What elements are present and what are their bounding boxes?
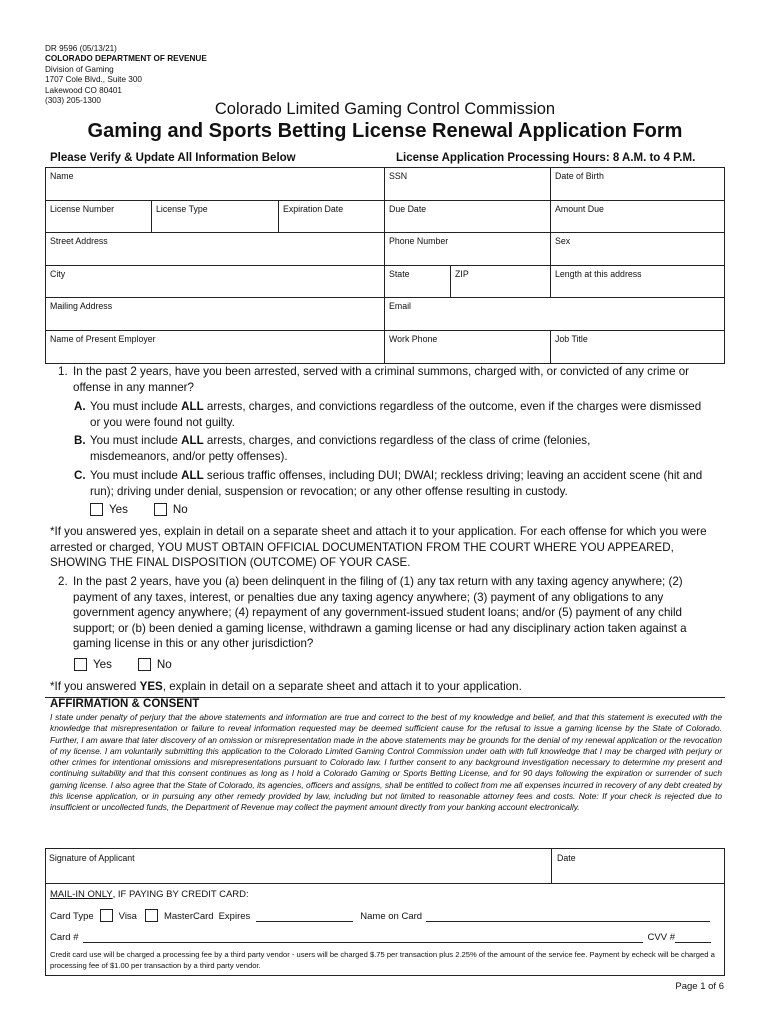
dob-label: Date of Birth — [555, 171, 604, 181]
employer-label: Name of Present Employer — [50, 333, 156, 344]
q1-c-post: serious traffic offenses, including DUI; DWAI; reckless driving; leaving an accident scene (hit and run); driving under denial, suspension or revocation; or any other offense resulting in custody. — [90, 469, 703, 498]
q1-a-text — [90, 399, 710, 430]
agency-header — [45, 44, 207, 106]
card-type-line — [50, 909, 722, 922]
q1-text: In the past 2 years, have you been arrested, served with a criminal summons, charged with, or convicted of any crime or offense in any manner? — [73, 365, 690, 394]
grid-row-employer — [46, 331, 724, 364]
signature-date-label: Date — [557, 853, 576, 863]
address-line-2: Lakewood CO 80401 — [45, 85, 122, 95]
city-label: City — [50, 268, 66, 279]
zip-label: ZIP — [455, 268, 469, 279]
affirmation-text: I state under penalty of perjury that the above statements and information are true and correct to the best of my knowledge and belief, and that this statement is executed with the knowledge that misrepresentation or failure to reveal information requested may be deemed sufficient cause for the refusal to issue a gaming license by the State of Colorado. Further, I am aware that later discovery of an omission or misrepresentation made in the above statements may be grounds for the denial of my renewal application or the revocation of my license. I am voluntarily submitting this application to the Colorado Limited Gaming Control Commission under oath with full knowledge that I may be charged with perjury or other crimes for intentional omissions and misrepresentations pursuant to Colorado law. I further consent to any background investigation necessary to determine my present and continuing suitability and that this consent continues as long as I hold a Colorado Gaming or Sports Betting License, and for 90 days following the expiration or surrender of such gaming license. I also agree that the State of Colorado, its agencies, officers and assigns, shall be entitled to collect from me all expenses incurred in recovery of any debt created by this license application, or in pursuing any other remedy provided by law, including but not limited to reasonable attorney fees and costs. Note: If your check is rejected due to insufficient or uncollected funds, the Department of Revenue may collect the payment amount directly from your banking account electronically. — [50, 712, 722, 813]
ssn-label: SSN — [389, 171, 408, 181]
signature-date-field[interactable] — [551, 849, 581, 883]
q1-yes-checkbox[interactable] — [90, 503, 103, 516]
expires-input[interactable] — [256, 912, 353, 922]
q1-c-prefix: C. — [74, 469, 86, 482]
q2-number: 2. — [58, 575, 68, 588]
credit-card-fee-note: Credit card use will be charged a processing fee by a third party vendor - users will be charged $.75 per transaction plus 2.25% of the amount of the service fee. Payment by echeck will be charged a processing fee of $1.00 per transaction by a third party vendor. — [50, 950, 715, 971]
card-number-label: Card # — [50, 932, 79, 943]
grid-row-street — [46, 233, 724, 266]
form-title: Gaming and Sports Betting License Renewal Application Form — [87, 120, 683, 142]
q1-a-pre: You must include — [90, 400, 178, 413]
hours-heading: License Application Processing Hours: 8 A.M. to 4 P.M. — [396, 152, 696, 164]
agency-phone: (303) 205-1300 — [45, 96, 101, 106]
mastercard-checkbox[interactable] — [145, 909, 158, 922]
sex-field[interactable] — [550, 233, 724, 265]
q1-yes-label: Yes — [109, 503, 128, 516]
q2-answer-options — [74, 658, 198, 671]
phone-number-label: Phone Number — [389, 236, 449, 247]
department-name: COLORADO DEPARTMENT OF REVENUE — [45, 54, 207, 64]
amount-due-field[interactable] — [550, 201, 724, 233]
grid-row-name — [46, 168, 724, 201]
mail-in-heading — [50, 889, 249, 900]
card-number-line — [50, 932, 722, 943]
verify-heading: Please Verify & Update All Information Below — [50, 152, 296, 164]
expiration-date-field[interactable] — [278, 201, 384, 233]
q1-c-pre: You must include — [90, 469, 178, 482]
form-number: DR 9596 (05/13/21) — [45, 44, 117, 53]
division-name: Division of Gaming — [45, 64, 114, 74]
mail-in-rest: , IF PAYING BY CREDIT CARD: — [112, 889, 249, 900]
license-number-label: License Number — [50, 203, 115, 214]
work-phone-label: Work Phone — [389, 333, 438, 344]
q1-b-pre: You must include — [90, 434, 178, 447]
q1-b-prefix: B. — [74, 434, 86, 447]
ssn-field[interactable] — [384, 168, 550, 200]
q1-a-prefix: A. — [74, 400, 86, 413]
cvv-input[interactable] — [675, 933, 711, 943]
length-at-address-label: Length at this address — [555, 268, 642, 279]
q1-a-bold: ALL — [181, 400, 204, 413]
q2-note-pre: *If you answered — [50, 680, 137, 693]
q1-c-bold: ALL — [181, 469, 204, 482]
expiration-date-label: Expiration Date — [283, 203, 344, 214]
q1-note: *If you answered yes, explain in detail on a separate sheet and attach it to your application. For each offense for which you were arrested or charged, YOU MUST OBTAIN OFFICIAL DOCUMENTATION FROM THE COURT WHERE YOU APPEARED, SHOWING THE FINAL DISPOSITION (OUTCOME) OF YOUR CASE. — [50, 525, 707, 569]
email-field[interactable] — [384, 298, 724, 330]
mail-in-only: MAIL-IN ONLY — [50, 889, 113, 900]
q1-number: 1. — [58, 365, 68, 378]
name-label: Name — [50, 171, 74, 181]
applicant-info-grid — [45, 167, 725, 364]
grid-row-city — [46, 266, 724, 299]
job-title-label: Job Title — [555, 333, 588, 344]
mailing-address-label: Mailing Address — [50, 301, 113, 312]
q1-no-label: No — [172, 503, 188, 516]
visa-checkbox[interactable] — [100, 909, 113, 922]
q1-a-post: arrests, charges, and convictions regardless of the outcome, even if the charges were dismissed or you were found not guilty. — [90, 400, 702, 429]
expires-label: Expires — [218, 911, 251, 922]
signature-field[interactable] — [49, 853, 135, 863]
name-on-card-label: Name on Card — [360, 911, 423, 922]
q1-b-bold: ALL — [181, 434, 204, 447]
visa-label: Visa — [118, 911, 137, 922]
q1-no-checkbox[interactable] — [154, 503, 167, 516]
grid-row-mailing — [46, 298, 724, 331]
work-phone-field[interactable] — [384, 331, 550, 363]
grid-row-license — [46, 201, 724, 234]
employer-field[interactable] — [46, 331, 384, 363]
zip-field[interactable] — [450, 266, 550, 298]
signature-row — [45, 848, 725, 884]
name-on-card-input[interactable] — [426, 912, 710, 922]
street-address-label: Street Address — [50, 236, 108, 247]
name-field[interactable] — [46, 168, 384, 200]
state-label: State — [389, 268, 410, 279]
due-date-label: Due Date — [389, 203, 427, 214]
q2-yes-checkbox[interactable] — [74, 658, 87, 671]
phone-number-field[interactable] — [384, 233, 550, 265]
cvv-label: CVV # — [647, 932, 675, 943]
commission-name: Colorado Limited Gaming Control Commission — [214, 100, 556, 118]
city-field[interactable] — [46, 266, 384, 298]
amount-due-label: Amount Due — [555, 203, 604, 214]
state-field[interactable] — [384, 266, 450, 298]
q2-text: In the past 2 years, have you (a) been delinquent in the filing of (1) any tax return with any taxing agency anywhere; (2) payment of any taxes, interest, or penalties due any taxing agency anywhere; (3) payment of any obligations to any government agency anywhere; (4) repayment of any government-issued student loans; and/or (5) payment of any child support; or (b) been denied a gaming license, withdrawn a gaming license or had any disciplinary action taken against a gaming license in this or any other jurisdiction? — [73, 575, 687, 650]
license-number-field[interactable] — [46, 201, 151, 233]
card-number-input[interactable] — [83, 933, 643, 943]
mastercard-label: MasterCard — [163, 911, 214, 922]
mailing-address-field[interactable] — [46, 298, 384, 330]
sex-label: Sex — [555, 236, 571, 247]
q2-no-label: No — [156, 658, 172, 671]
q1-answer-options — [90, 503, 214, 516]
street-address-field[interactable] — [46, 233, 384, 265]
q1-b-post: arrests, charges, and convictions regardless of the class of crime (felonies, misdemeanors, and/or petty offenses). — [90, 434, 591, 463]
affirmation-title: AFFIRMATION & CONSENT — [50, 698, 200, 710]
dob-field[interactable] — [550, 168, 724, 200]
address-line-1: 1707 Cole Blvd., Suite 300 — [45, 75, 142, 85]
license-type-field[interactable] — [151, 201, 278, 233]
license-type-label: License Type — [156, 203, 208, 214]
q2-no-checkbox[interactable] — [138, 658, 151, 671]
page-number: Page 1 of 6 — [675, 981, 724, 992]
q2-note-post: , explain in detail on a separate sheet and attach it to your application. — [162, 680, 522, 693]
q1-b-text — [90, 433, 670, 464]
q2-note — [50, 679, 722, 695]
q2-yes-label: Yes — [93, 658, 112, 671]
length-at-address-field[interactable] — [550, 266, 724, 298]
card-type-label: Card Type — [50, 911, 94, 922]
due-date-field[interactable] — [384, 201, 550, 233]
signature-label: Signature of Applicant — [49, 853, 135, 863]
q2-note-bold: YES — [139, 680, 163, 693]
email-label: Email — [389, 301, 411, 312]
job-title-field[interactable] — [550, 331, 724, 363]
q1-c-text — [90, 468, 715, 499]
